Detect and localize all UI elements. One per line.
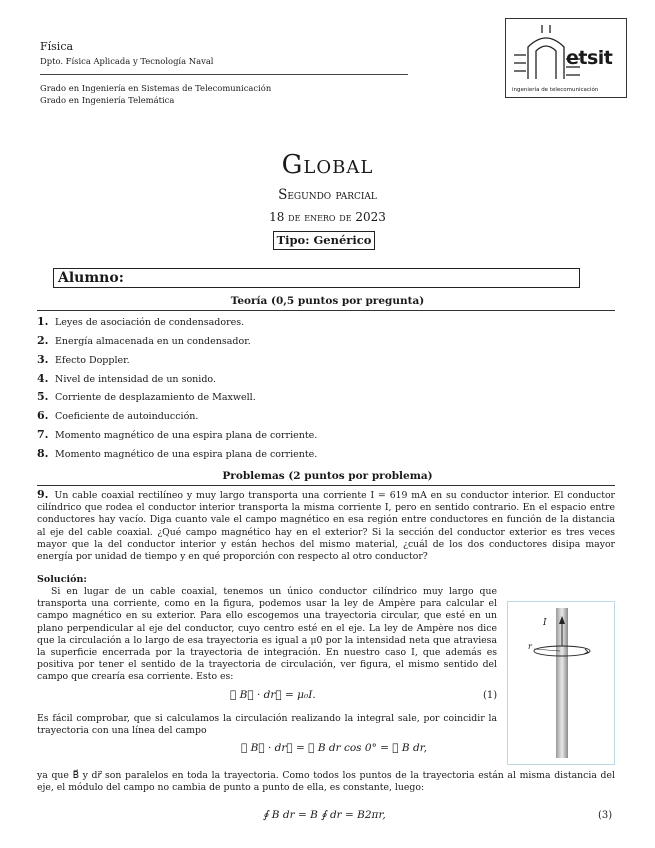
subject-label: Física (40, 40, 74, 53)
question-number: 5. (37, 390, 49, 403)
question-number: 1. (37, 315, 49, 328)
theory-question (37, 315, 244, 328)
question-number: 3. (37, 353, 49, 366)
theory-question (37, 409, 198, 422)
equation-1-number: (1) (483, 690, 498, 701)
question-number: 7. (37, 428, 49, 441)
question-number: 2. (37, 334, 49, 347)
header-rule (40, 74, 408, 75)
question-text: Momento magnético de una espira plana de corriente. (55, 430, 318, 441)
equation-3-number: (3) (598, 810, 613, 821)
question-number: 6. (37, 409, 49, 422)
theory-question (37, 334, 251, 347)
question-number: 4. (37, 372, 49, 385)
question-text: Momento magnético de una espira plana de corriente. (55, 449, 318, 460)
logo-caption: ingeniería de telecomunicación (512, 87, 599, 93)
theory-question (37, 428, 317, 441)
solution-paragraph-1: Si en lugar de un cable coaxial, tenemos un único conductor cilíndrico muy largo que transporta una corriente, como en la figura, podemos usar la ley de Ampère para calcular el campo magnético en su exterior. Para ello escogemos una trayectoria circular, que esté en un plano perpendicular al eje del conductor, cuyo centro esté en el eje. La ley de Ampère nos dice que la circulación a lo largo de esa trayectoria es igual a μ0 por la intensidad neta que atraviesa la superficie encerrada por la trayectoria de integración. En nuestro caso I, que además es positiva por tener el sentido de la trayectoria de circulación, ver figura, el mismo sentido del campo que crearía esa corriente. Esto es: (37, 586, 497, 683)
problem-statement: Un cable coaxial rectilíneo y muy largo transporta una corriente I = 619 mA en su conductor interior. El conductor cilíndrico que rodea el conductor interior transporta la misma corriente I, pero en sentido contrario. En el espacio entre conductores hay vacío. Diga cuanto vale el campo magnético en esa región entre conductores en función de la distancia al eje del cable coaxial. ¿Qué campo magnético hay en el exterior? Si la sección del conductor exterior es tres veces mayor que la del conductor interior y están hechos del mismo material, ¿cuál de los dos conductores disipa mayor energía por unidad de tiempo y en qué proporción con respecto al otro conductor? (37, 490, 615, 563)
logo-text: etsit (566, 47, 613, 69)
theory-rule (37, 310, 615, 311)
problems-rule (37, 485, 615, 486)
conductor-figure (507, 601, 615, 765)
theory-title: Teoría (0,5 puntos por pregunta) (230, 295, 425, 307)
equation-2: ∮ B⃗ · dr⃗ = ∮ B dr cos 0° = ∮ B dr, (241, 742, 427, 754)
exam-title: Global (281, 150, 374, 180)
exam-type-box: Tipo: Genérico (273, 231, 375, 250)
question-text: Efecto Doppler. (55, 355, 130, 366)
exam-date: 18 de enero de 2023 (269, 210, 386, 224)
degree-1: Grado en Ingeniería en Sistemas de Telecomunicación (40, 83, 272, 93)
equation-1: ∮ B⃗ · dr⃗ = μ₀I. (230, 689, 316, 701)
solution-paragraph-2: Es fácil comprobar, que si calculamos la circulación realizando la integral sale, por coincidir la trayectoria con una línea del campo (37, 713, 497, 737)
problem-number: 9. (37, 488, 49, 501)
student-name-box[interactable]: Alumno: (53, 268, 580, 288)
problem-9 (37, 489, 615, 563)
question-text: Energía almacenada en un condensador. (55, 336, 251, 347)
equation-3: ∮ B dr = B ∮ dr = B2πr, (263, 809, 386, 821)
department-label: Dpto. Física Aplicada y Tecnología Naval (40, 56, 214, 66)
solution-paragraph-3: ya que B⃗ y dr⃗ son paralelos en toda la trayectoria. Como todos los puntos de la trayectoria están al misma distancia del eje, el módulo del campo no cambia de punto a punto de ella, es constante, luego: (37, 770, 615, 794)
degree-2: Grado en Ingeniería Telemática (40, 95, 175, 105)
solution-label: Solución: (37, 574, 87, 585)
theory-question (37, 353, 130, 366)
theory-question (37, 390, 256, 403)
theory-question (37, 447, 317, 460)
etsit-logo (505, 18, 627, 98)
theory-question (37, 372, 216, 385)
figure-label-current: I (543, 618, 547, 628)
conductor-diagram-icon (508, 602, 614, 764)
figure-label-radius: r (528, 642, 532, 651)
question-number: 8. (37, 447, 49, 460)
problems-title: Problemas (2 puntos por problema) (222, 470, 433, 482)
question-text: Leyes de asociación de condensadores. (55, 317, 245, 328)
question-text: Coeficiente de autoinducción. (55, 411, 199, 422)
question-text: Nivel de intensidad de un sonido. (55, 374, 216, 385)
question-text: Corriente de desplazamiento de Maxwell. (55, 392, 256, 403)
exam-subtitle: Segundo parcial (278, 187, 377, 203)
